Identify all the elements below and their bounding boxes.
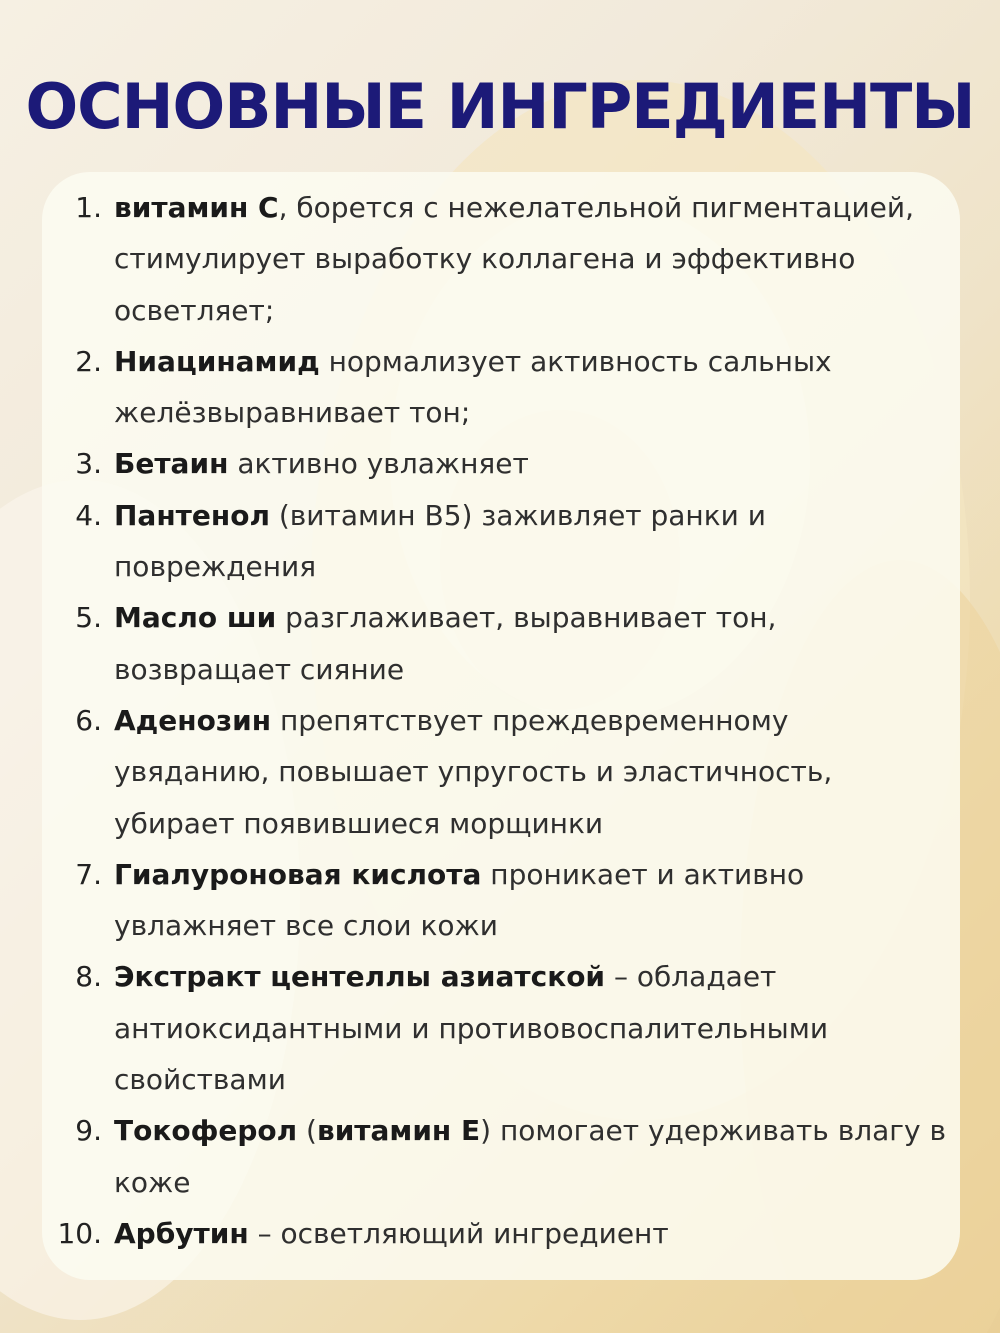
item-number: 1. <box>75 191 102 224</box>
ingredient-description: разглаживает, выравнивает тон, возвращает сияние <box>114 601 777 686</box>
ingredient-description: проникает и активно увлажняет все слои кожи <box>114 857 805 943</box>
ingredient-name: Бетаин <box>114 447 229 481</box>
item-number: 4. <box>75 498 102 532</box>
ingredient-name: Пантенол <box>114 498 270 532</box>
item-number: 6. <box>75 703 102 737</box>
ingredient-description: ( <box>297 1114 317 1148</box>
ingredient-description: нормализует активность сальных желёзвыравнивает тон; <box>114 344 832 430</box>
item-number: 10. <box>57 1216 102 1250</box>
ingredient-description: препятствует преждевременному увяданию, повышает упругость и эластичность, убирает появившиеся морщинки <box>114 703 833 840</box>
item-number: 5. <box>75 601 102 635</box>
page-title: ОСНОВНЫЕ ИНГРЕДИЕНТЫ <box>25 70 975 143</box>
ingredient-name: Ниацинамид <box>114 344 320 378</box>
list-item <box>42 1208 960 1259</box>
list-item <box>42 951 960 1105</box>
ingredient-name: Аденозин <box>114 703 272 737</box>
ingredient-description: , борется с нежелательной пигментацией, стимулирует выработку коллагена и эффективно осветляет; <box>114 191 914 327</box>
list-item <box>42 438 960 489</box>
list-item <box>42 336 960 439</box>
item-number: 8. <box>75 960 102 994</box>
ingredient-description: активно увлажняет <box>228 447 529 481</box>
item-number: 7. <box>75 857 102 891</box>
ingredient-name: Гиалуроновая кислота <box>114 857 482 891</box>
list-item <box>42 592 960 695</box>
ingredient-name: Токоферол <box>114 1114 298 1148</box>
ingredient-name: Масло ши <box>114 601 277 635</box>
list-item <box>42 182 960 336</box>
item-number: 2. <box>75 344 102 378</box>
ingredient-name-secondary: витамин Е <box>316 1114 481 1148</box>
ingredient-description: – обладает антиоксидантными и противовоспалительными свойствами <box>114 960 829 1097</box>
ingredients-card <box>42 172 960 1280</box>
item-number: 3. <box>75 447 102 481</box>
list-item <box>42 849 960 952</box>
ingredient-name: Экстракт центеллы азиатской <box>114 960 606 994</box>
ingredient-name: Арбутин <box>114 1216 249 1250</box>
ingredient-description-continued: ) помогает удерживать влагу в коже <box>114 1114 946 1199</box>
ingredient-description: – осветляющий ингредиент <box>248 1216 669 1250</box>
item-number: 9. <box>75 1114 102 1148</box>
list-item <box>42 695 960 849</box>
list-item <box>42 1105 960 1208</box>
ingredient-description: (витамин B5) заживляет ранки и повреждения <box>114 498 766 584</box>
ingredient-name: витамин С <box>114 191 279 224</box>
ingredients-list <box>42 172 960 1249</box>
list-item <box>42 490 960 593</box>
